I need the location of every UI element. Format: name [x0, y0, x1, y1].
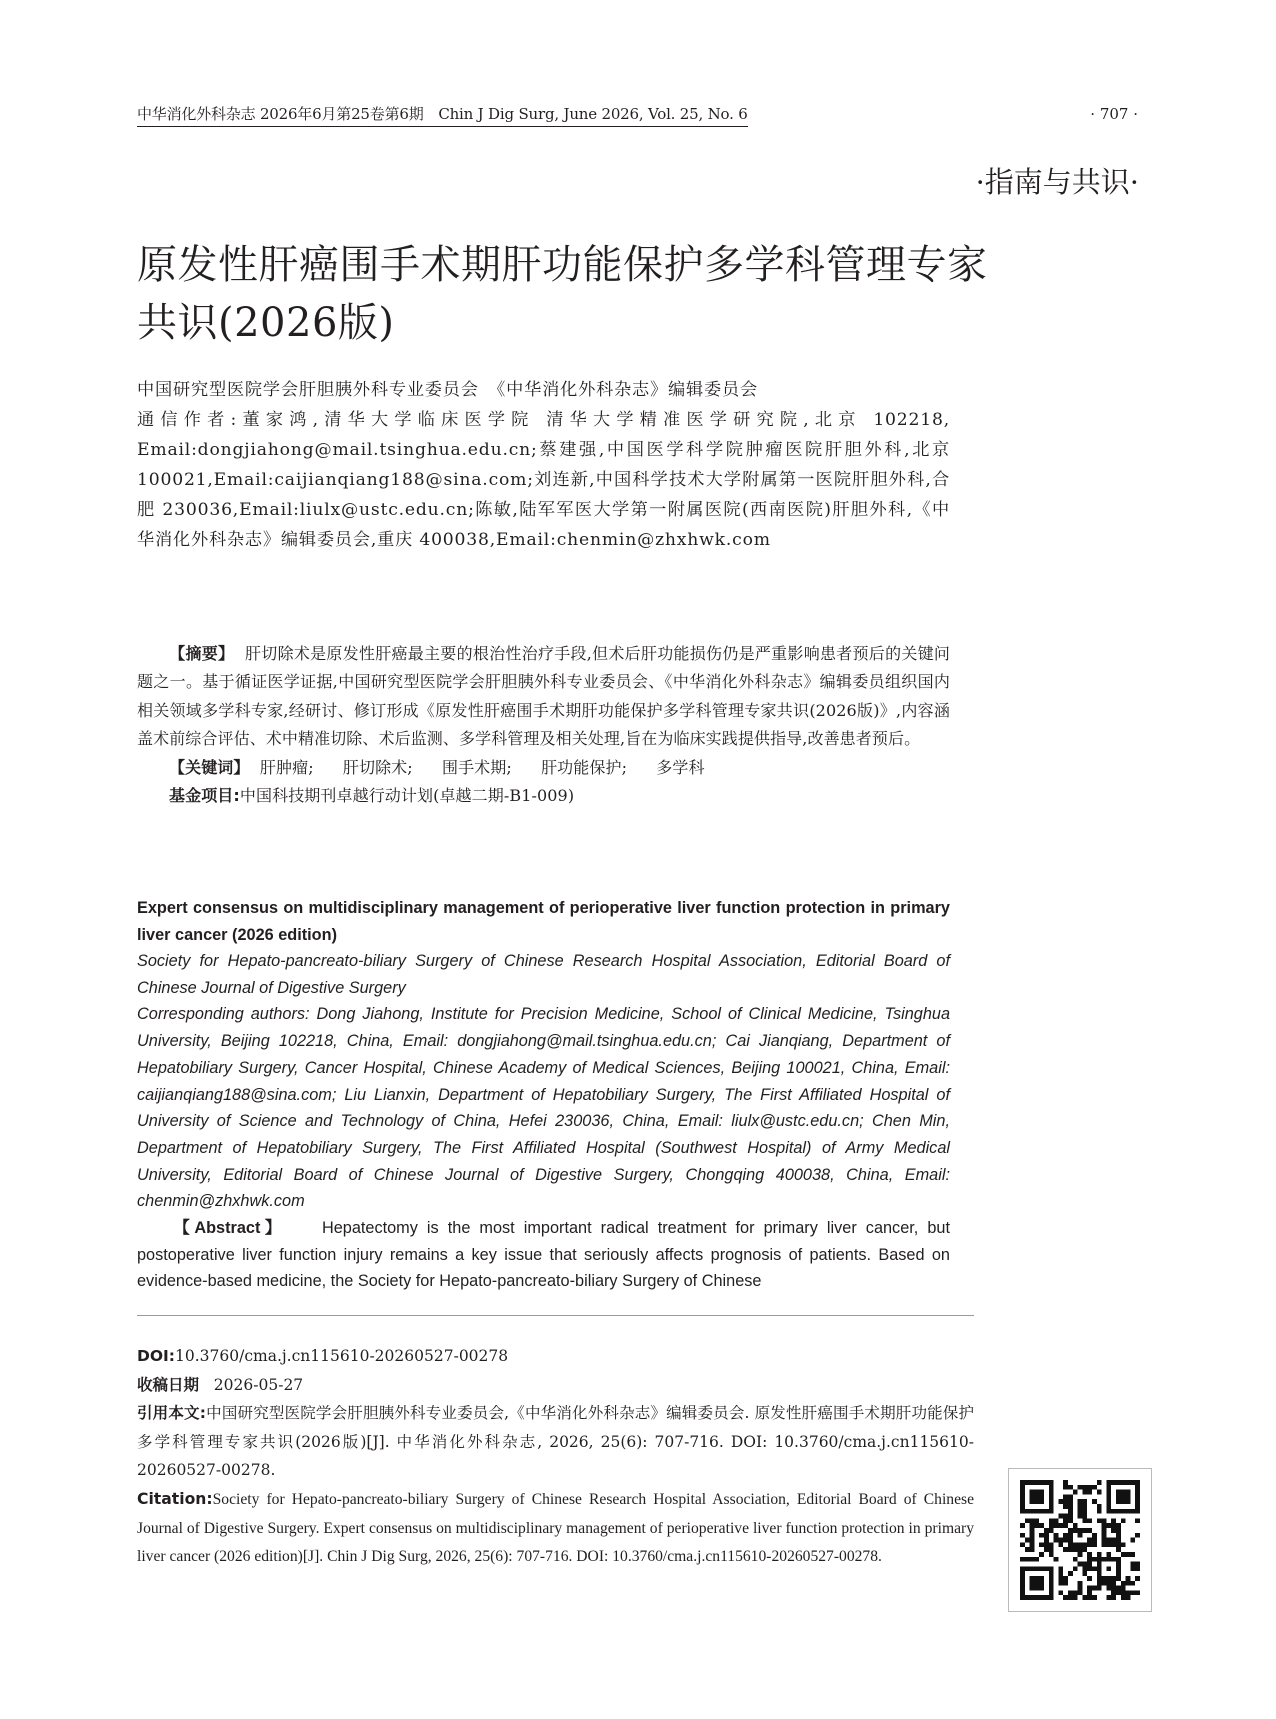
keywords-cn: [169, 754, 950, 782]
qr-code-icon: [1020, 1480, 1140, 1600]
english-abstract: [137, 1215, 950, 1295]
english-abstract-text: Hepatectomy is the most important radical treatment for primary liver cancer, but postoperative liver function injury remains a key issue that seriously affects prognosis of patients. Based on evidence-based medicine, the Society for Hepato-pancreato-biliary Surgery of Chinese: [137, 1219, 950, 1291]
keyword: 多学科: [656, 757, 705, 777]
article-title: 原发性肝癌围手术期肝功能保护多学科管理专家共识(2026版): [137, 242, 988, 346]
doi-label: DOI:: [137, 1347, 176, 1365]
fund-cn-text: 中国科技期刊卓越行动计划(卓越二期-B1-009): [239, 786, 575, 806]
page-number: · 707 ·: [1090, 105, 1138, 123]
english-title: Expert consensus on multidisciplinary management of perioperative liver function protection in primary liver cancer (2026 edition): [137, 899, 950, 944]
keyword: 肝切除术;: [342, 757, 413, 777]
doi-value: 10.3760/cma.j.cn115610-20260527-00278: [175, 1347, 509, 1365]
received-line: [137, 1371, 974, 1400]
cite-en-label: Citation:: [137, 1489, 213, 1508]
received-label: 收稿日期: [137, 1375, 200, 1394]
cite-cn-label: 引用本文:: [137, 1404, 206, 1423]
abstract-cn-text: 肝切除术是原发性肝癌最主要的根治性治疗手段,但术后肝功能损伤仍是严重影响患者预后的关键问题之一。基于循证医学证据,中国研究型医院学会肝胆胰外科专业委员会、《中华消化外科杂志》编辑委员组织国内相关领域多学科专家,经研讨、修订形成《原发性肝癌围手术期肝功能保护多学科管理专家共识(2026版)》,内容涵盖术前综合评估、术中精准切除、术后监测、多学科管理及相关处理,旨在为临床实践提供指导,改善患者预后。: [137, 644, 951, 749]
abstract-cn: [137, 640, 950, 810]
received-value: 2026-05-27: [213, 1375, 304, 1394]
abstract-cn-label: 【摘要】: [169, 644, 235, 663]
keyword: 肝功能保护;: [541, 757, 628, 777]
keyword: 围手术期;: [441, 757, 512, 777]
cite-cn-line: [137, 1399, 974, 1485]
cite-en-text: Society for Hepato-pancreato-biliary Surgery of Chinese Research Hospital Association, Editorial Board of Chinese Journal of Digestive Surgery. Expert consensus on multidisciplinary management of perioperative liver function protection in primary liver cancer (2026 edition)[J]. Chin J Dig Surg, 2026, 25(6): 707-716. DOI: 10.3760/cma.j.cn115610-20260527-00278.: [137, 1490, 974, 1566]
english-abstract-label: 【Abstract】: [169, 1219, 286, 1238]
running-header: 中华消化外科杂志 2026年6月第25卷第6期 Chin J Dig Surg, June 2026, Vol. 25, No. 6: [137, 104, 748, 127]
authors-cn: 中国研究型医院学会肝胆胰外科专业委员会 《中华消化外科杂志》编辑委员会: [137, 380, 758, 400]
doi-line: [137, 1342, 974, 1371]
fund-cn: [169, 782, 950, 810]
footer-divider: [137, 1315, 974, 1316]
abstract-cn-paragraph: [137, 640, 950, 754]
qr-code[interactable]: [1008, 1468, 1152, 1612]
english-section: [137, 895, 950, 1295]
english-correspondence: Corresponding authors: Dong Jiahong, Institute for Precision Medicine, School of Clinical Medicine, Tsinghua University, Beijing 102218, China, Email: dongjiahong@mail.tsinghua.edu.cn; Cai Jianqiang, Department of Hepatobiliary Surgery, Cancer Hospital, Chinese Academy of Medical Sciences, Beijing 100021, China, Email: caijianqiang188@sina.com; Liu Lianxin, Department of Hepatobiliary Surgery, The First Affiliated Hospital of University of Science and Technology of China, Hefei 230036, China, Email: liulx@ustc.edu.cn; Chen Min, Department of Hepatobiliary Surgery, The First Affiliated Hospital (Southwest Hospital) of Army Medical University, Editorial Board of Chinese Journal of Digestive Surgery, Chongqing 400038, China, Email: chenmin@zhxhwk.com: [137, 1005, 950, 1211]
author-block-cn: [137, 375, 950, 555]
cite-cn-text: 中国研究型医院学会肝胆胰外科专业委员会,《中华消化外科杂志》编辑委员会. 原发性肝癌围手术期肝功能保护多学科管理专家共识(2026版)[J]. 中华消化外科杂志, 2026, 25(6): 707-716. DOI: 10.3760/cma.j.cn115610-20260527-00278.: [137, 1404, 974, 1480]
cite-en-line: [137, 1485, 974, 1572]
column-label: ·指南与共识·: [975, 165, 1139, 199]
correspondence-cn: 通信作者:董家鸿,清华大学临床医学院 清华大学精准医学研究院,北京 102218, Email:dongjiahong@mail.tsinghua.edu.cn;蔡建强,中国医学科学院肿瘤医院肝胆外科,北京 100021,Email:caijianqiang188@sina.com;刘连新,中国科学技术大学附属第一医院肝胆外科,合肥 230036,Email:liulx@ustc.edu.cn;陈敏,陆军军医大学第一附属医院(西南医院)肝胆外科,《中华消化外科杂志》编辑委员会,重庆 400038,Email:chenmin@zhxhwk.com: [137, 410, 950, 550]
english-authors: Society for Hepato-pancreato-biliary Surgery of Chinese Research Hospital Association, Editorial Board of Chinese Journal of Digestive Surgery: [137, 952, 950, 997]
article-footer: [137, 1342, 974, 1572]
keyword: 肝肿瘤;: [259, 757, 314, 777]
fund-cn-label: 基金项目:: [169, 786, 240, 806]
keywords-cn-label: 【关键词】: [169, 757, 250, 777]
